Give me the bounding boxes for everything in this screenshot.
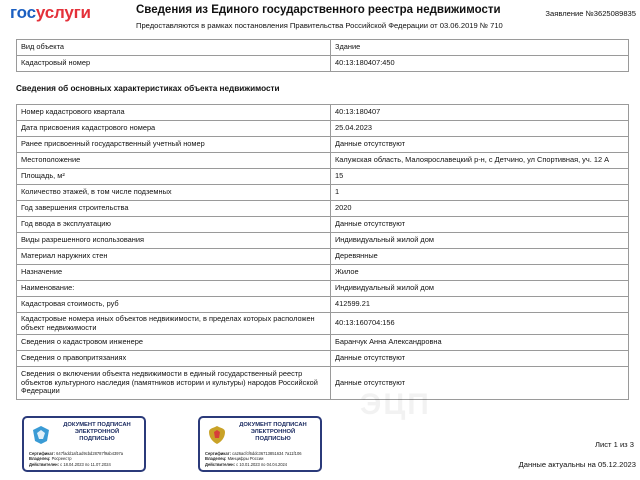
row-value: 15 — [331, 169, 629, 185]
section-title: Сведения об основных характеристиках объекта недвижимости — [16, 84, 280, 93]
row-label: Кадастровый номер — [17, 56, 331, 72]
row-label: Дата присвоения кадастрового номера — [17, 121, 331, 137]
row-value: 40:13:180407 — [331, 105, 629, 121]
page-number: Лист 1 из 3 — [595, 440, 634, 449]
table-row — [17, 56, 629, 72]
row-value: Данные отсутствуют — [331, 351, 629, 367]
table-row — [17, 40, 629, 56]
row-label: Сведения о кадастровом инженере — [17, 335, 331, 351]
table-row — [17, 233, 629, 249]
table-row — [17, 335, 629, 351]
table-row — [17, 313, 629, 335]
stamp-details: Сертификат: 647fadd1af1ad9cbd28787f9ab4397a Владелец: Росреестр Действителен: с 18.04.2023 по 11.07.2024 — [29, 451, 124, 467]
data-actual-date: Данные актуальны на 05.12.2023 — [518, 460, 636, 469]
table-row — [17, 105, 629, 121]
row-label: Назначение — [17, 265, 331, 281]
row-value: 2020 — [331, 201, 629, 217]
background-watermark: ЭЦП — [360, 388, 431, 421]
row-value: Индивидуальный жилой дом — [331, 233, 629, 249]
table-row — [17, 137, 629, 153]
row-value: Баранчук Анна Александровна — [331, 335, 629, 351]
row-label: Количество этажей, в том числе подземных — [17, 185, 331, 201]
stamp-heading: ДОКУМЕНТ ПОДПИСАН ЭЛЕКТРОННОЙ ПОДПИСЬЮ — [239, 422, 307, 442]
row-value: Индивидуальный жилой дом — [331, 281, 629, 297]
object-summary-table — [16, 39, 629, 72]
row-label: Номер кадастрового квартала — [17, 105, 331, 121]
row-value: Жилое — [331, 265, 629, 281]
application-number: Заявление №3625089835 — [545, 9, 636, 18]
table-row — [17, 169, 629, 185]
table-row — [17, 351, 629, 367]
row-label: Кадастровые номера иных объектов недвижимости, в пределах которых расположен объект недвижимости — [17, 313, 331, 335]
table-row — [17, 265, 629, 281]
table-row — [17, 281, 629, 297]
table-row — [17, 217, 629, 233]
row-label: Наименование: — [17, 281, 331, 297]
table-row — [17, 121, 629, 137]
stamp-details: Сертификат: ca26acfcf6ddc36713851634 7a11f106 Владелец: Минцифры России Действителен: с 10.01.2023 по 04.04.2024 — [205, 451, 302, 467]
table-row — [17, 185, 629, 201]
row-label: Год ввода в эксплуатацию — [17, 217, 331, 233]
row-value: 25.04.2023 — [331, 121, 629, 137]
table-row — [17, 367, 629, 400]
document-header — [0, 0, 640, 36]
row-value: 40:13:180407:450 — [331, 56, 629, 72]
row-value: 412599.21 — [331, 297, 629, 313]
row-label: Материал наружних стен — [17, 249, 331, 265]
document-title: Сведения из Единого государственного реестра недвижимости — [136, 4, 501, 16]
row-value: 40:13:160704:156 — [331, 313, 629, 335]
row-value: Калужская область, Малоярославецкий р-н, с Детчино, ул Спортивная, уч. 12 А — [331, 153, 629, 169]
table-row — [17, 249, 629, 265]
table-row — [17, 201, 629, 217]
row-label: Сведения о включении объекта недвижимости в единый государственный реестр объектов культурного наследия (памятников истории и культуры) народов Российской Федерации — [17, 367, 331, 400]
e-signature-stamp-rosreestr — [22, 416, 146, 472]
row-value: Данные отсутствуют — [331, 137, 629, 153]
row-label: Ранее присвоенный государственный учетный номер — [17, 137, 331, 153]
row-label: Сведения о правопритязаниях — [17, 351, 331, 367]
row-value: Деревянные — [331, 249, 629, 265]
row-label: Местоположение — [17, 153, 331, 169]
table-row — [17, 153, 629, 169]
characteristics-table — [16, 104, 629, 400]
row-value: Здание — [331, 40, 629, 56]
document-subtitle: Предоставляются в рамках постановления Правительства Российской Федерации от 03.06.2019 № 710 — [136, 21, 503, 30]
table-row — [17, 297, 629, 313]
e-signature-stamp-mintsifry — [198, 416, 322, 472]
row-value: Данные отсутствуют — [331, 367, 629, 400]
stamp-heading: ДОКУМЕНТ ПОДПИСАН ЭЛЕКТРОННОЙ ПОДПИСЬЮ — [63, 422, 131, 442]
row-label: Вид объекта — [17, 40, 331, 56]
row-value: Данные отсутствуют — [331, 217, 629, 233]
row-label: Площадь, м² — [17, 169, 331, 185]
coat-of-arms-icon — [206, 424, 228, 446]
rosreestr-emblem-icon — [30, 424, 52, 446]
row-label: Год завершения строительства — [17, 201, 331, 217]
row-label: Виды разрешенного использования — [17, 233, 331, 249]
gosuslugi-logo[interactable]: госуслуги — [10, 3, 91, 22]
row-value: 1 — [331, 185, 629, 201]
row-label: Кадастровая стоимость, руб — [17, 297, 331, 313]
